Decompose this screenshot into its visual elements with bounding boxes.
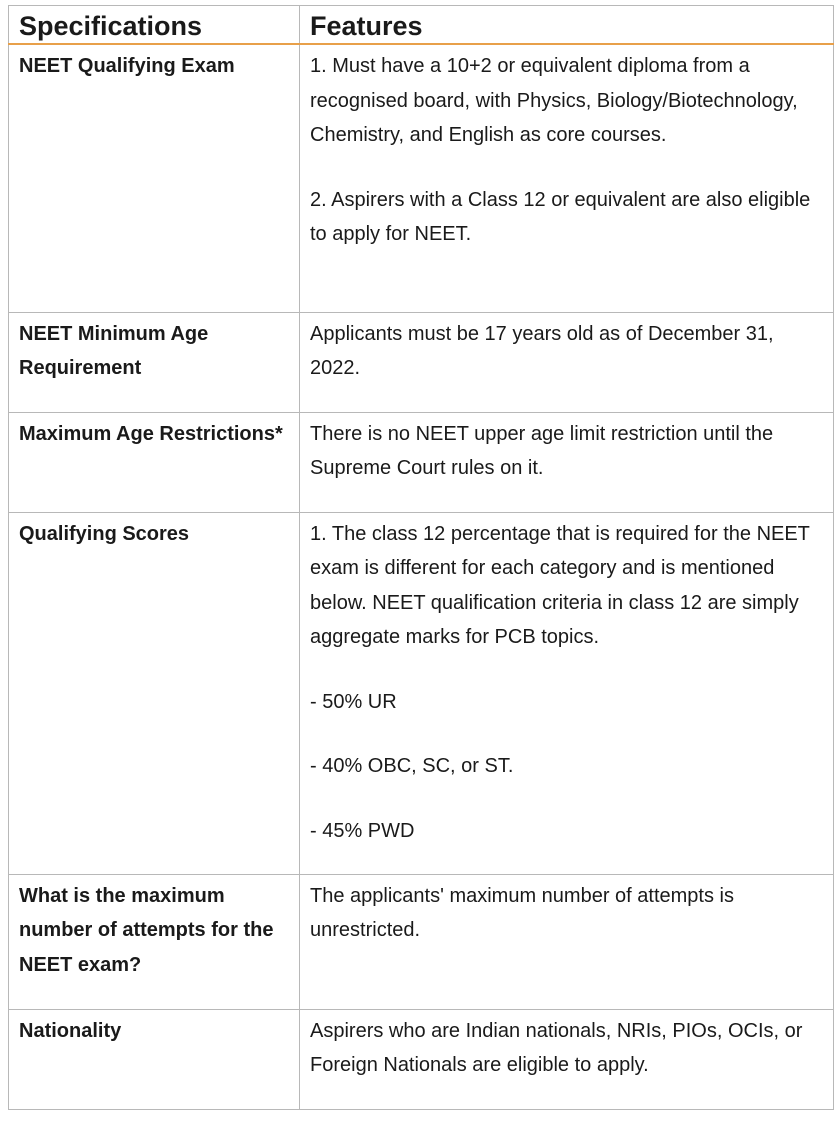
features-cell <box>300 874 834 1009</box>
header-row <box>9 6 834 45</box>
table-row <box>9 44 834 312</box>
feature-paragraph: Aspirers who are Indian nationals, NRIs, PIOs, OCIs, or Foreign Nationals are eligible to apply. <box>310 1019 803 1076</box>
header-specifications: Specifications <box>9 6 300 45</box>
features-cell <box>300 512 834 874</box>
features-cell <box>300 1009 834 1109</box>
feature-paragraph: 1. Must have a 10+2 or equivalent diploma from a recognised board, with Physics, Biology/Biotechnology, Chemistry, and English as core courses. <box>310 55 798 146</box>
feature-paragraph: 2. Aspirers with a Class 12 or equivalent are also eligible to apply for NEET. <box>310 188 811 245</box>
feature-paragraph: Applicants must be 17 years old as of December 31, 2022. <box>310 322 774 379</box>
feature-paragraph: - 45% PWD <box>310 819 415 842</box>
spec-cell: NEET Minimum Age Requirement <box>9 312 300 412</box>
feature-paragraph: 1. The class 12 percentage that is required for the NEET exam is different for each category and is mentioned below. NEET qualification criteria in class 12 are simply aggregate marks for PCB topics. <box>310 522 810 648</box>
table-header <box>9 6 834 45</box>
header-features: Features <box>300 6 834 45</box>
feature-paragraph: - 50% UR <box>310 690 397 713</box>
feature-paragraph: There is no NEET upper age limit restriction until the Supreme Court rules on it. <box>310 422 774 479</box>
specifications-table <box>8 5 834 1110</box>
spec-cell: Qualifying Scores <box>9 512 300 874</box>
table-row <box>9 874 834 1009</box>
spec-cell: What is the maximum number of attempts for the NEET exam? <box>9 874 300 1009</box>
features-cell <box>300 412 834 512</box>
spec-cell: Nationality <box>9 1009 300 1109</box>
features-cell <box>300 312 834 412</box>
table-body <box>9 44 834 1109</box>
table-row <box>9 312 834 412</box>
feature-paragraph: The applicants' maximum number of attempts is unrestricted. <box>310 884 734 941</box>
table-row <box>9 512 834 874</box>
features-cell <box>300 44 834 312</box>
table-row <box>9 412 834 512</box>
spec-cell: NEET Qualifying Exam <box>9 44 300 312</box>
spec-cell: Maximum Age Restrictions* <box>9 412 300 512</box>
feature-paragraph: - 40% OBC, SC, or ST. <box>310 755 514 777</box>
table-row <box>9 1009 834 1109</box>
